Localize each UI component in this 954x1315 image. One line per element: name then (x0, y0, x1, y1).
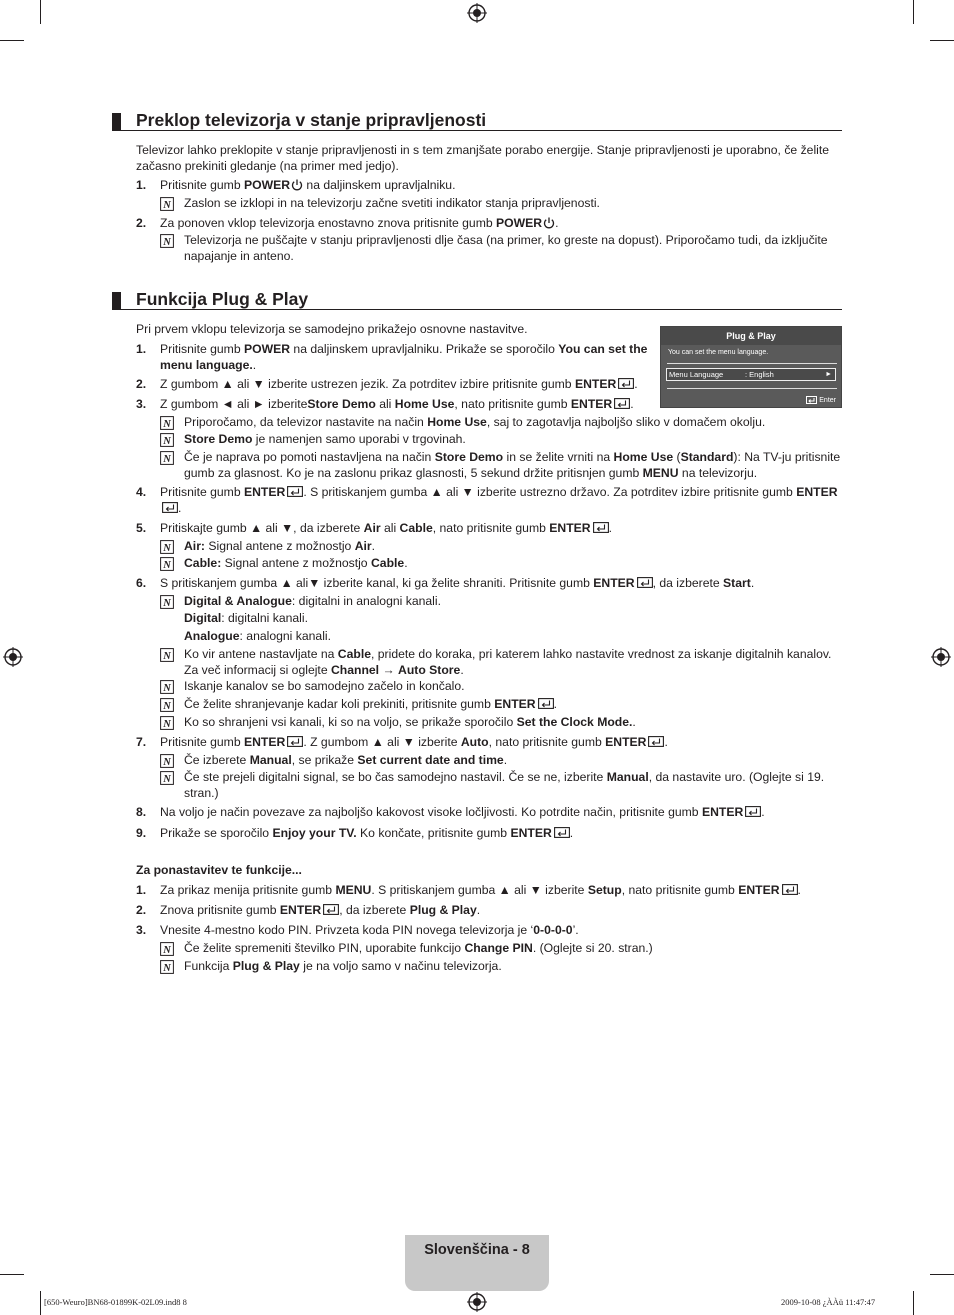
registration-mark-icon (3, 647, 23, 667)
pnp-note-6a-digital: Digital: digitalni kanali. (184, 611, 308, 625)
note-icon (160, 540, 174, 554)
enter-icon (782, 884, 798, 895)
note-icon (160, 197, 174, 211)
crop-mark (913, 1291, 914, 1315)
note-icon (160, 557, 174, 571)
crop-mark (0, 40, 24, 41)
print-slug-left: [650-Weuro]BN68-01899K-02L09.ind8 8 (44, 1297, 187, 1307)
osd-divider (667, 363, 837, 364)
svg-text:N: N (163, 454, 171, 465)
svg-text:N: N (163, 701, 171, 712)
pnp-note-6a-analogue: Analogue: analogni kanali. (184, 629, 332, 643)
page-number-label: Slovenščina - 8 (424, 1242, 530, 1258)
svg-text:N: N (163, 436, 171, 447)
enter-icon (745, 806, 761, 817)
note-icon (160, 680, 174, 694)
osd-divider (667, 388, 837, 389)
crop-mark (930, 40, 954, 41)
enter-icon (648, 736, 664, 747)
enter-icon (538, 698, 554, 709)
note-icon (160, 451, 174, 465)
osd-title: Plug & Play (661, 327, 841, 345)
enter-icon (162, 502, 178, 513)
enter-icon (287, 486, 303, 497)
crop-mark (0, 1274, 24, 1275)
plug-play-intro: Pri prvem vklopu televizorja se samodejno prikažejo osnovne nastavitve. (136, 322, 528, 336)
note-icon (160, 716, 174, 730)
svg-text:N: N (163, 719, 171, 730)
enter-icon (323, 904, 339, 915)
note-icon (160, 771, 174, 785)
osd-menu-language-row: Menu Language : English ► (666, 368, 836, 381)
section-heading-standby (112, 111, 842, 131)
registration-mark-icon (931, 647, 951, 667)
svg-text:N: N (163, 757, 171, 768)
crop-mark (930, 1274, 954, 1275)
crop-mark (40, 1291, 41, 1315)
enter-icon (618, 378, 634, 389)
note-icon (160, 960, 174, 974)
note-icon (160, 942, 174, 956)
section-title: Preklop televizorja v stanje pripravljenosti (136, 110, 487, 130)
note-icon (160, 234, 174, 248)
page-number-tab (405, 1235, 549, 1291)
heading-bar (112, 113, 121, 130)
svg-text:N: N (163, 598, 171, 609)
crop-mark (913, 0, 914, 24)
osd-arrow-right-icon: ► (825, 371, 832, 378)
note-icon (160, 754, 174, 768)
enter-icon (637, 577, 653, 588)
note-icon (160, 648, 174, 662)
svg-text:N: N (163, 774, 171, 785)
enter-icon (287, 736, 303, 747)
svg-text:N: N (163, 237, 171, 248)
enter-icon (593, 522, 609, 533)
svg-text:N: N (163, 543, 171, 554)
note-icon (160, 698, 174, 712)
heading-bar (112, 292, 121, 309)
svg-text:N: N (163, 200, 171, 211)
section-heading-plug-and-play (112, 290, 842, 310)
power-icon (291, 179, 303, 191)
registration-mark-icon (467, 3, 487, 23)
svg-text:N: N (163, 651, 171, 662)
enter-icon (614, 398, 630, 409)
osd-footer: Enter (806, 396, 836, 405)
svg-text:N: N (163, 560, 171, 571)
crop-mark (40, 0, 41, 24)
registration-mark-icon (467, 1292, 487, 1312)
enter-icon (806, 396, 817, 404)
print-slug-right: 2009-10-08 ¿ÀÀü 11:47:47 (781, 1297, 876, 1307)
osd-message: You can set the menu language. (668, 349, 769, 356)
svg-text:N: N (163, 945, 171, 956)
note-icon (160, 416, 174, 430)
svg-text:N: N (163, 419, 171, 430)
power-icon (543, 217, 555, 229)
note-icon (160, 595, 174, 609)
reset-heading: Za ponastavitev te funkcije... (136, 863, 302, 877)
standby-intro: Televizor lahko preklopite v stanje pripravljenosti in s tem zmanjšate porabo energije. Stanje pripravljenosti je uporabno, če želite začasno prekiniti gledanje (na primer med jedjo). (136, 143, 830, 173)
note-icon (160, 433, 174, 447)
section-title: Funkcija Plug & Play (136, 289, 309, 309)
svg-text:N: N (163, 683, 171, 694)
plug-play-osd (660, 326, 842, 408)
enter-icon (554, 827, 570, 838)
svg-text:N: N (163, 963, 171, 974)
